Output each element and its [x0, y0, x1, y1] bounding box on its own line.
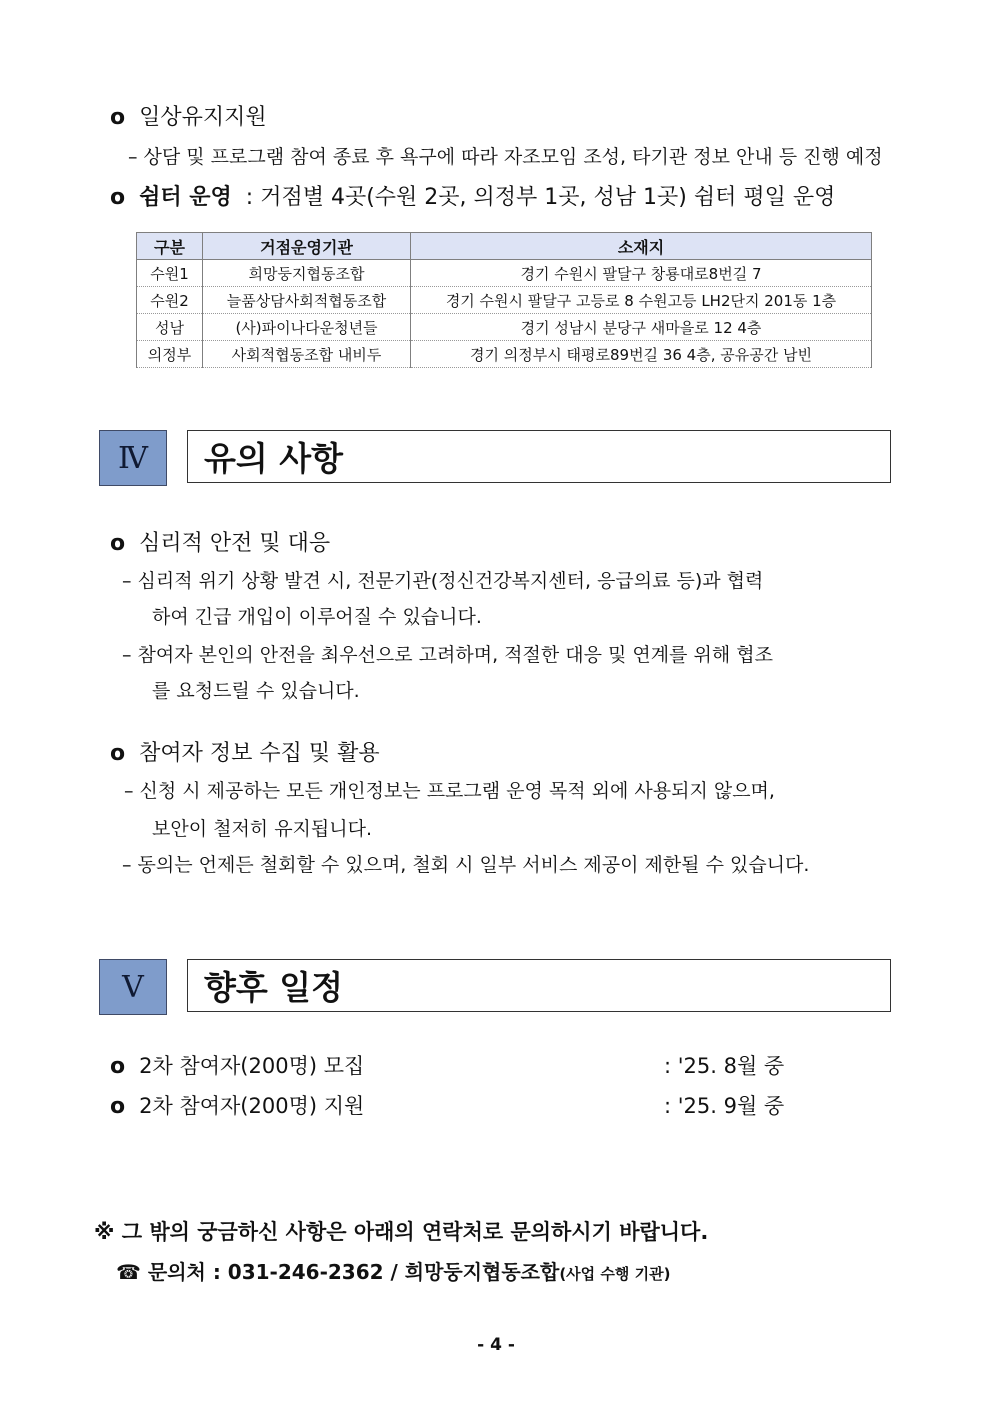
section-number-5: Ⅴ	[99, 959, 167, 1015]
contact-suffix: (사업 수행 기관)	[559, 1265, 671, 1283]
contact-text: 문의처 : 031-246-2362 / 희망둥지협동조합	[147, 1260, 560, 1284]
psych-safety-line: – 참여자 본인의 안전을 최우선으로 고려하며, 적절한 대응 및 연계를 위해 협조	[122, 644, 773, 666]
bullet-marker: o	[110, 1094, 126, 1119]
bullet-marker: o	[110, 531, 126, 556]
privacy-line: – 신청 시 제공하는 모든 개인정보는 프로그램 운영 목적 외에 사용되지 않으며,	[124, 780, 775, 802]
shelter-table	[136, 232, 872, 368]
psych-safety-line: 하여 긴급 개입이 이루어질 수 있습니다.	[152, 606, 482, 628]
table-cell: 성남	[137, 314, 203, 341]
privacy-title: 참여자 정보 수집 및 활용	[139, 741, 380, 766]
table-cell: 의정부	[137, 341, 203, 368]
section-number-4: Ⅳ	[99, 430, 167, 486]
bullet-marker: o	[110, 185, 126, 210]
schedule-label: 2차 참여자(200명) 지원	[139, 1094, 365, 1118]
privacy-line: – 동의는 언제든 철회할 수 있으며, 철회 시 일부 서비스 제공이 제한될 수 있습니다.	[122, 854, 810, 876]
schedule-item	[110, 1050, 364, 1080]
shelter-title: 쉼터 운영	[139, 185, 232, 210]
section-title-4: 유의 사항	[187, 430, 891, 483]
daily-support-desc: – 상담 및 프로그램 참여 종료 후 욕구에 따라 자조모임 조성, 타기관 정보 안내 등 진행 예정	[128, 146, 883, 168]
table-cell: 수원1	[137, 260, 203, 287]
schedule-item	[110, 1090, 364, 1120]
table-header-row	[137, 233, 872, 260]
phone-icon: ☎	[116, 1260, 141, 1284]
bullet-marker: o	[110, 741, 126, 766]
page-number: - 4 -	[477, 1335, 515, 1355]
bullet-marker: o	[110, 1054, 126, 1079]
psych-safety-heading	[110, 526, 330, 557]
table-cell: 수원2	[137, 287, 203, 314]
table-header-cell: 거점운영기관	[203, 233, 411, 260]
table-cell: 경기 수원시 팔달구 창룡대로8번길 7	[411, 260, 872, 287]
contact-line	[116, 1256, 670, 1285]
table-header-cell: 소재지	[411, 233, 872, 260]
daily-support-title: 일상유지지원	[139, 105, 267, 130]
table-header-cell: 구분	[137, 233, 203, 260]
table-cell: 희망둥지협동조합	[203, 260, 411, 287]
section-title-5: 향후 일정	[187, 959, 891, 1012]
schedule-label: 2차 참여자(200명) 모집	[139, 1054, 365, 1078]
psych-safety-title: 심리적 안전 및 대응	[139, 531, 331, 556]
schedule-date: : '25. 8월 중	[664, 1054, 785, 1078]
psych-safety-line: – 심리적 위기 상황 발견 시, 전문기관(정신건강복지센터, 응급의료 등)과 협력	[122, 570, 764, 592]
psych-safety-line: 를 요청드릴 수 있습니다.	[152, 680, 360, 702]
table-row	[137, 287, 872, 314]
schedule-date: : '25. 9월 중	[664, 1094, 785, 1118]
table-cell: 경기 성남시 분당구 새마을로 12 4층	[411, 314, 872, 341]
table-cell: 늘품상담사회적협동조합	[203, 287, 411, 314]
table-row	[137, 314, 872, 341]
shelter-text: : 거점별 4곳(수원 2곳, 의정부 1곳, 성남 1곳) 쉼터 평일 운영	[245, 185, 836, 210]
table-cell: 경기 수원시 팔달구 고등로 8 수원고등 LH2단지 201동 1층	[411, 287, 872, 314]
table-cell: 경기 의정부시 태평로89번길 36 4층, 공유공간 남빈	[411, 341, 872, 368]
privacy-heading	[110, 736, 380, 767]
privacy-line: 보안이 철저히 유지됩니다.	[152, 818, 373, 840]
bullet-marker: o	[110, 105, 126, 130]
inquiry-note: ※ 그 밖의 궁금하신 사항은 아래의 연락처로 문의하시기 바랍니다.	[94, 1220, 709, 1244]
table-row	[137, 341, 872, 368]
table-cell: (사)파이나다운청년들	[203, 314, 411, 341]
daily-support-heading	[110, 100, 267, 131]
table-cell: 사회적협동조합 내비두	[203, 341, 411, 368]
shelter-heading	[110, 180, 835, 211]
table-row	[137, 260, 872, 287]
